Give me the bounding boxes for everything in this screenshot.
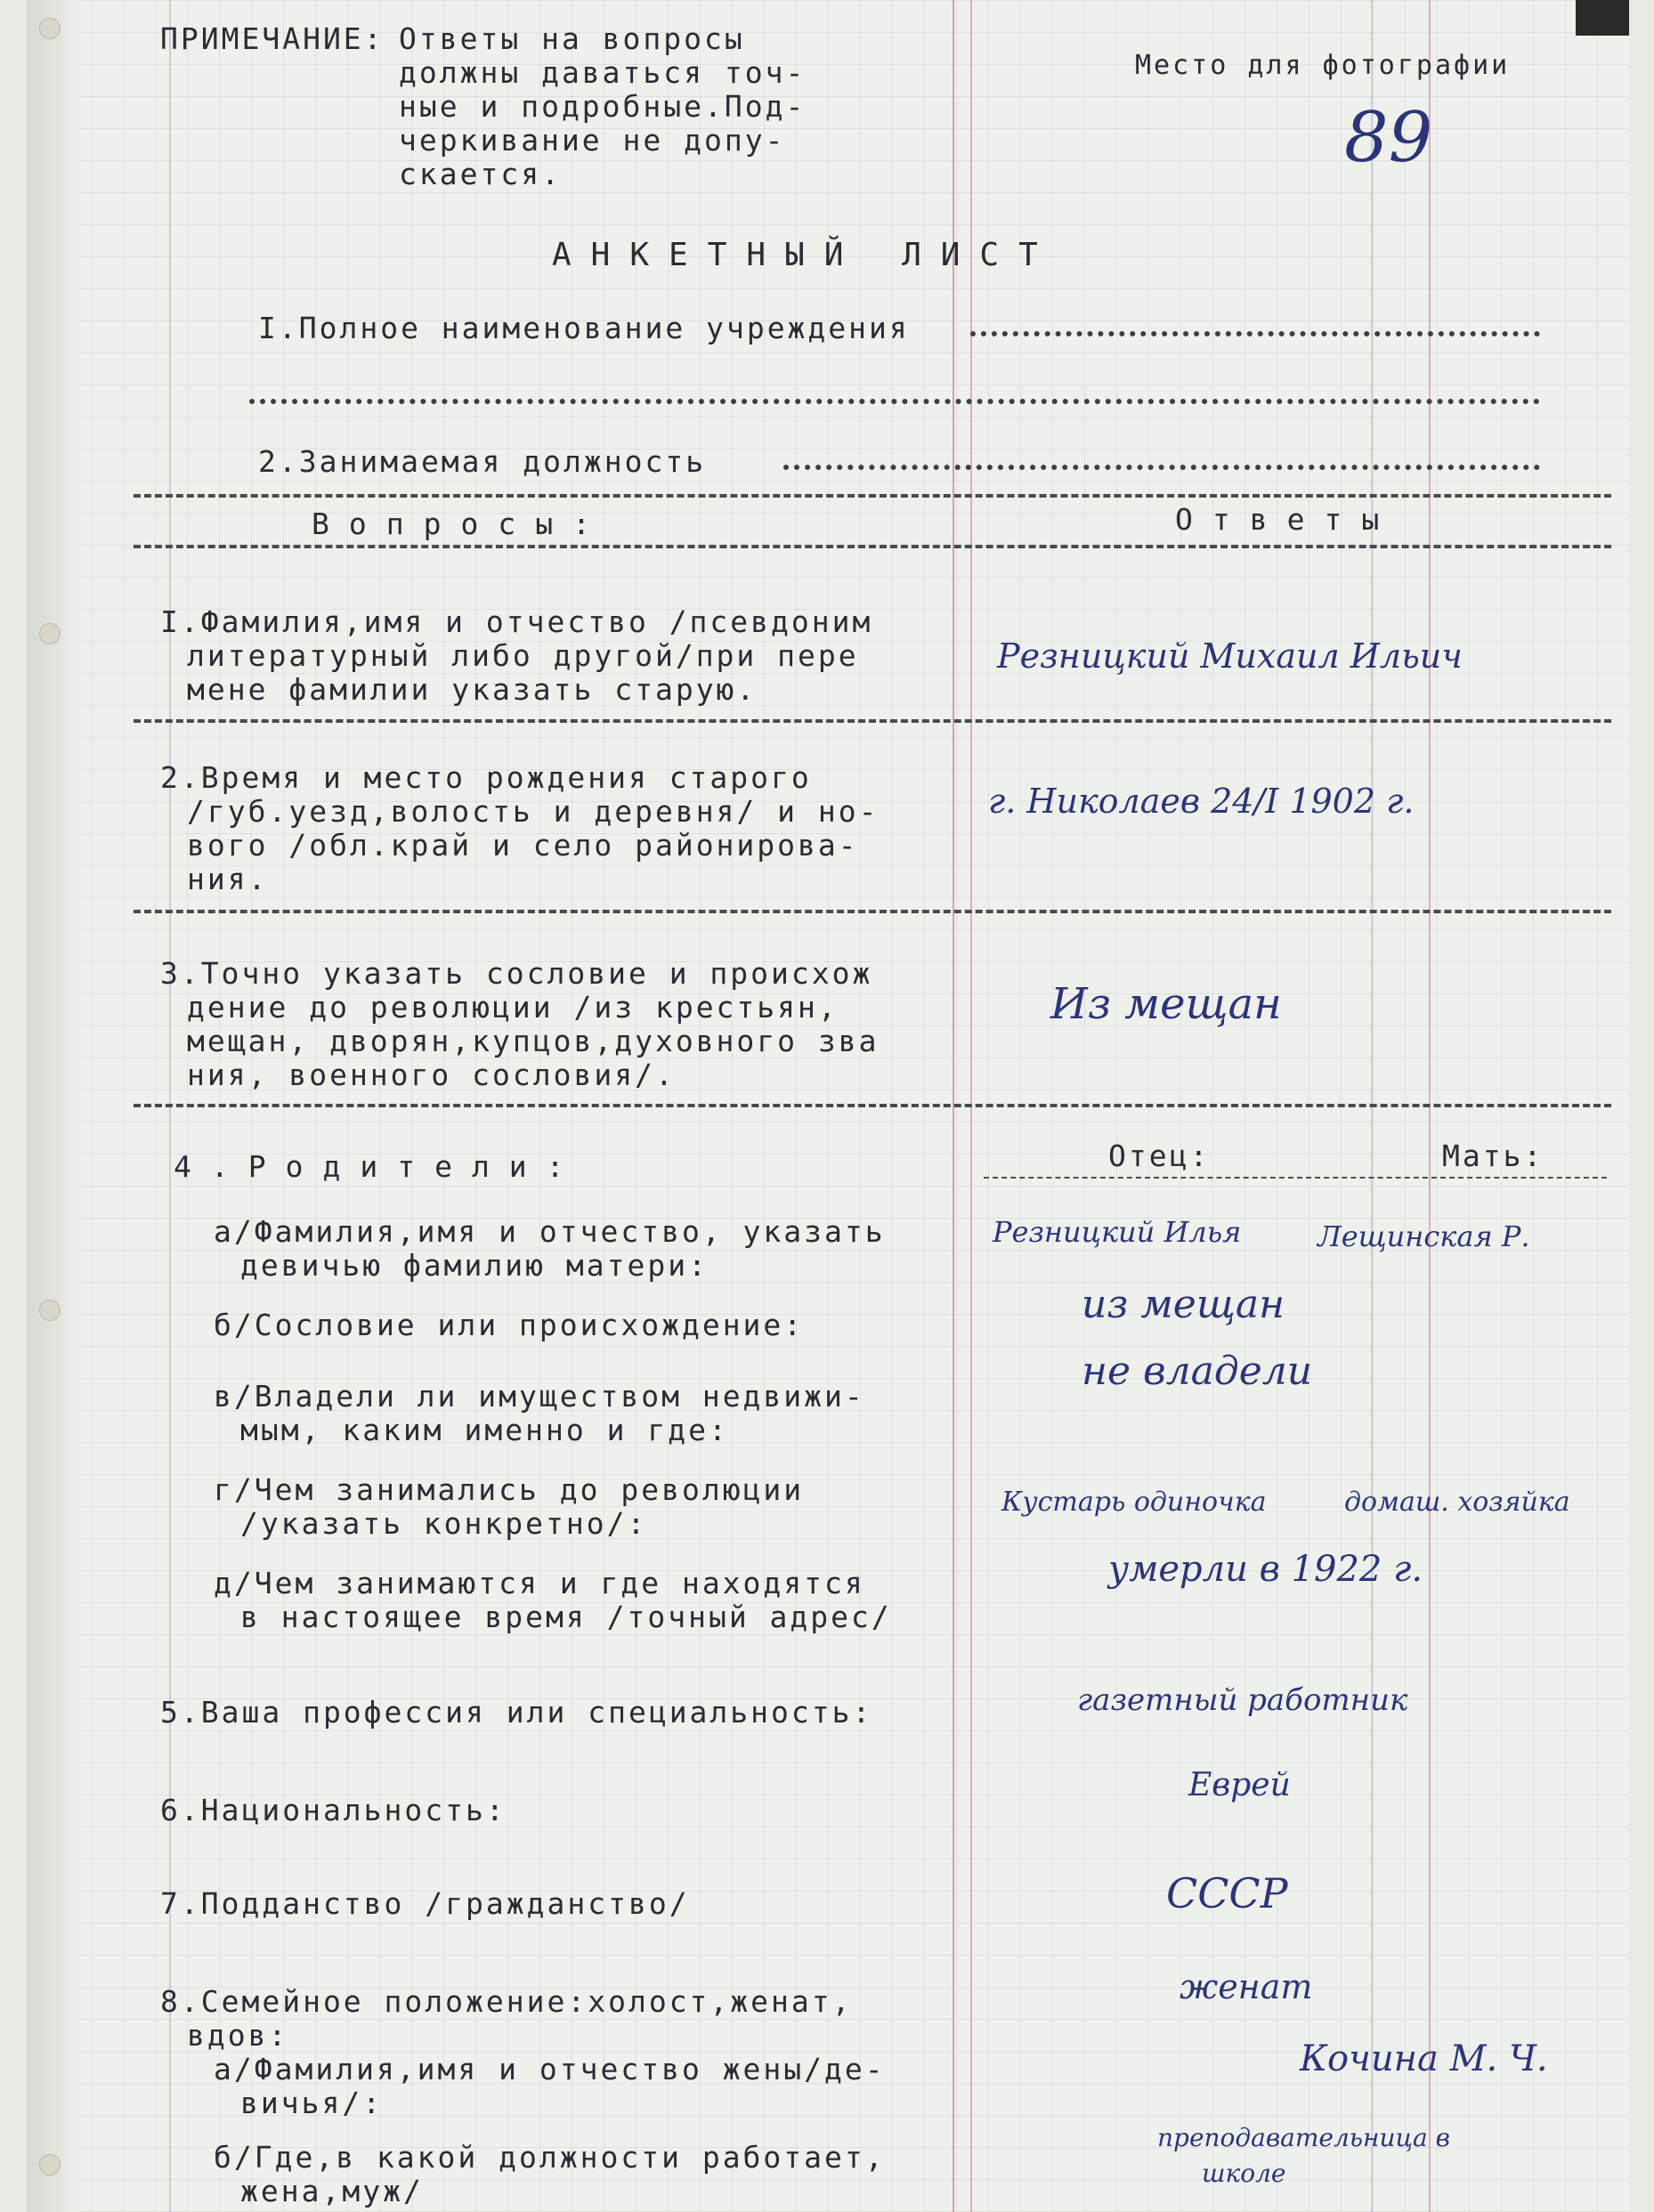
answer-8b: преподавательница в: [1157, 2123, 1450, 2152]
note-line: скается.: [399, 157, 562, 191]
separator: [134, 545, 1611, 548]
note-line: ные и подробные.Под-: [399, 89, 807, 124]
questions-column-header: Вопросы:: [312, 506, 610, 541]
separator: [134, 1104, 1611, 1107]
note-label: ПРИМЕЧАНИЕ:: [160, 21, 385, 56]
photo-place-label: Место для фотографии: [1135, 50, 1511, 81]
separator: [134, 910, 1611, 913]
question-4d: в настоящее время /точный адрес/: [240, 1600, 892, 1634]
question-4v: мым, каким именно и где:: [240, 1413, 729, 1447]
question-2: /губ.уезд,волость и деревня/ и но-: [187, 794, 880, 829]
binding-tape: [1576, 0, 1629, 36]
binding-hole: [39, 2154, 61, 2176]
question-8a: вичья/:: [240, 2086, 384, 2120]
answer-6: Еврей: [1188, 1767, 1291, 1803]
answer-1: Резницкий Михаил Ильич: [997, 636, 1463, 676]
answer-4v: не владели: [1082, 1349, 1313, 1394]
question-4a: а/Фамилия,имя и отчество, указать: [214, 1214, 886, 1249]
binding-hole: [39, 623, 61, 644]
answer-5: газетный работник: [1077, 1682, 1408, 1718]
position-field-label: 2.Занимаемая должность: [258, 444, 707, 479]
institution-dotted-line: [249, 399, 1540, 404]
question-7: 7.Подданство /гражданство/: [160, 1886, 690, 1921]
question-4b: б/Сословие или происхождение:: [214, 1308, 805, 1342]
note-line: должны даваться точ-: [399, 55, 807, 90]
question-8b: жена,муж/: [240, 2174, 424, 2208]
page-title: АНКЕТНЫЙ ЛИСТ: [552, 237, 1058, 273]
answer-8: женат: [1180, 1967, 1313, 2006]
question-8b: б/Где,в какой должности работает,: [214, 2140, 886, 2175]
position-dotted-line: [783, 465, 1540, 470]
note-line: Ответы на вопросы: [399, 21, 745, 56]
separator: [984, 1177, 1607, 1179]
question-3: 3.Точно указать сословие и происхож: [160, 956, 873, 991]
institution-field-label: I.Полное наименование учреждения: [258, 311, 910, 345]
institution-dotted-line: [970, 331, 1540, 336]
separator: [134, 494, 1611, 498]
question-3: ния, военного сословия/.: [187, 1057, 676, 1092]
question-2: ния.: [187, 862, 269, 896]
answer-4d: умерли в 1922 г.: [1108, 1549, 1423, 1590]
question-1: литературный либо другой/при пере: [187, 638, 859, 673]
question-4g: /указать конкретно/:: [240, 1506, 648, 1541]
answer-2: г. Николаев 24/I 1902 г.: [988, 782, 1415, 821]
question-4d: д/Чем занимаются и где находятся: [214, 1566, 865, 1600]
answer-8b: школе: [1202, 2159, 1286, 2188]
answer-4b: из мещан: [1082, 1282, 1285, 1327]
answers-column-header: Ответы: [1175, 502, 1399, 537]
father-column-header: Отец:: [1108, 1138, 1211, 1173]
question-4a: девичью фамилию матери:: [240, 1248, 709, 1283]
question-3: мещан, дворян,купцов,духовного зва: [187, 1024, 880, 1058]
folio-number: 89: [1344, 98, 1433, 178]
question-8a: а/Фамилия,имя и отчество жены/де-: [214, 2052, 886, 2086]
answer-8a: Кочина М. Ч.: [1300, 2038, 1548, 2079]
mother-column-header: Мать:: [1442, 1138, 1545, 1173]
binding-hole: [39, 18, 61, 39]
answer-4g-father: Кустарь одиночка: [1001, 1487, 1267, 1518]
question-8: 8.Семейное положение:холост,женат,: [160, 1984, 853, 2019]
question-2: 2.Время и место рождения старого: [160, 760, 812, 795]
answer-3: Из мещан: [1050, 979, 1282, 1029]
binding-margin: [27, 0, 80, 2212]
question-1: I.Фамилия,имя и отчество /псевдоним: [160, 604, 873, 639]
question-4g: г/Чем занимались до революции: [214, 1472, 805, 1507]
binding-hole: [39, 1300, 61, 1321]
answer-7: СССР: [1166, 1869, 1288, 1917]
answer-4g-mother: домаш. хозяйка: [1344, 1487, 1570, 1518]
question-4v: в/Владели ли имуществом недвижи-: [214, 1379, 865, 1414]
note-line: черкивание не допу-: [399, 123, 786, 158]
separator: [134, 719, 1611, 723]
question-8: вдов:: [187, 2018, 289, 2053]
question-4: 4.Родители:: [174, 1149, 584, 1184]
answer-4a-mother: Лещинская Р.: [1318, 1219, 1530, 1253]
question-1: мене фамилии указать старую.: [187, 672, 758, 707]
question-3: дение до революции /из крестьян,: [187, 990, 839, 1025]
question-6: 6.Национальность:: [160, 1793, 507, 1827]
answer-4a-father: Резницкий Илья: [993, 1215, 1242, 1249]
question-2: вого /обл.край и село районирова-: [187, 828, 859, 863]
questionnaire-sheet: [27, 0, 1629, 2212]
question-5: 5.Ваша профессия или специальность:: [160, 1695, 873, 1730]
